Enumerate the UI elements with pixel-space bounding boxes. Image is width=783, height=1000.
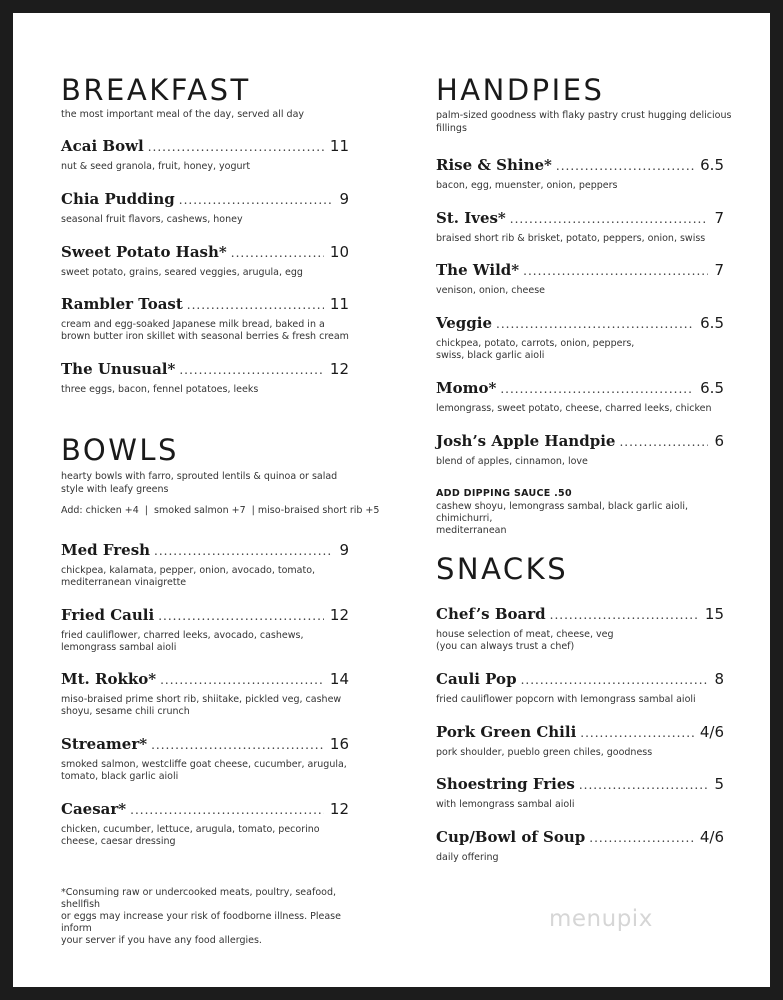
item-price: 6 xyxy=(714,432,724,450)
bowls-subtitle: hearty bowls with farro, sprouted lentils & quinoa or salad style with leafy greens xyxy=(61,471,338,495)
menupix-watermark: menupix xyxy=(549,906,653,932)
menu-page xyxy=(13,13,770,987)
item-price: 15 xyxy=(704,605,724,623)
item-name: Acai Bowl xyxy=(61,137,144,155)
item-leader xyxy=(579,775,709,795)
item-price: 14 xyxy=(329,670,349,688)
bowls-title: BOWLS xyxy=(61,433,179,467)
item-name: The Unusual* xyxy=(61,360,176,378)
item-leader xyxy=(619,432,708,452)
menu-item xyxy=(436,155,724,192)
item-description: seasonal fruit flavors, cashews, honey xyxy=(61,214,243,225)
menu-item xyxy=(436,431,724,468)
item-leader xyxy=(187,295,324,315)
item-name: Chia Pudding xyxy=(61,190,175,208)
item-price: 6.5 xyxy=(700,379,724,397)
item-leader xyxy=(179,360,324,380)
item-description: sweet potato, grains, seared veggies, arugula, egg xyxy=(61,267,303,278)
item-description: chickpea, potato, carrots, onion, peppers, swiss, black garlic aioli xyxy=(436,338,635,361)
item-leader xyxy=(510,209,709,229)
menu-item xyxy=(61,799,349,848)
item-price: 4/6 xyxy=(699,828,724,846)
item-name: Streamer* xyxy=(61,735,148,753)
item-name: Sweet Potato Hash* xyxy=(61,243,227,261)
menu-item xyxy=(436,604,724,653)
menu-item xyxy=(436,313,724,362)
menu-item xyxy=(61,189,349,226)
item-price: 7 xyxy=(714,261,724,279)
item-price: 12 xyxy=(329,606,349,624)
item-name: Josh’s Apple Handpie xyxy=(436,432,616,450)
handpies-subtitle: palm-sized goodness with flaky pastry crust hugging delicious fillings xyxy=(436,110,732,134)
item-description: blend of apples, cinnamon, love xyxy=(436,456,588,467)
item-leader xyxy=(500,379,694,399)
item-description: cream and egg-soaked Japanese milk bread, baked in a brown butter iron skillet with seasonal berries & fresh cream xyxy=(61,319,349,342)
item-name: St. Ives* xyxy=(436,209,506,227)
item-name: Cup/Bowl of Soup xyxy=(436,828,586,846)
item-description: chickpea, kalamata, pepper, onion, avocado, tomato, mediterranean vinaigrette xyxy=(61,565,316,588)
item-price: 11 xyxy=(329,295,349,313)
item-price: 10 xyxy=(329,243,349,261)
item-name: Mt. Rokko* xyxy=(61,670,157,688)
menu-item xyxy=(436,260,724,297)
item-price: 9 xyxy=(339,190,349,208)
menu-item xyxy=(436,669,724,706)
item-leader xyxy=(151,735,324,755)
item-description: miso-braised prime short rib, shiitake, pickled veg, cashew shoyu, sesame chili crunch xyxy=(61,694,342,717)
menu-item xyxy=(436,827,724,864)
menu-item xyxy=(436,774,724,811)
item-leader xyxy=(148,137,324,157)
item-description: smoked salmon, westcliffe goat cheese, cucumber, arugula, tomato, black garlic aioli xyxy=(61,759,347,782)
item-description: house selection of meat, cheese, veg (you can always trust a chef) xyxy=(436,629,614,652)
item-leader xyxy=(231,243,324,263)
item-name: The Wild* xyxy=(436,261,520,279)
item-leader xyxy=(160,670,324,690)
allergy-footnote: *Consuming raw or undercooked meats, poultry, seafood, shellfish or eggs may increase your risk of foodborne illness. Please inform your server if you have any food allergies. xyxy=(61,887,341,946)
item-description: bacon, egg, muenster, onion, peppers xyxy=(436,180,618,191)
item-price: 6.5 xyxy=(700,314,724,332)
item-leader xyxy=(589,828,694,848)
item-leader xyxy=(521,670,709,690)
item-description: braised short rib & brisket, potato, peppers, onion, swiss xyxy=(436,233,706,244)
item-price: 12 xyxy=(329,360,349,378)
handpies-title: HANDPIES xyxy=(436,73,605,107)
menu-item xyxy=(436,722,724,759)
item-name: Chef’s Board xyxy=(436,605,546,623)
menu-item xyxy=(436,378,724,415)
item-leader xyxy=(550,605,699,625)
item-name: Veggie xyxy=(436,314,493,332)
item-description: with lemongrass sambal aioli xyxy=(436,799,575,810)
menu-item xyxy=(61,669,349,718)
breakfast-subtitle: the most important meal of the day, served all day xyxy=(61,109,305,120)
menu-item xyxy=(61,605,349,654)
item-leader xyxy=(523,261,708,281)
item-price: 9 xyxy=(339,541,349,559)
item-name: Pork Green Chili xyxy=(436,723,577,741)
item-leader xyxy=(179,190,334,210)
menu-item xyxy=(61,294,349,343)
item-leader xyxy=(154,541,333,561)
item-description: daily offering xyxy=(436,852,499,863)
snacks-title: SNACKS xyxy=(436,552,569,586)
item-price: 12 xyxy=(329,800,349,818)
menu-item xyxy=(436,208,724,245)
item-leader xyxy=(158,606,324,626)
item-leader xyxy=(130,800,324,820)
item-leader xyxy=(580,723,694,743)
item-name: Rambler Toast xyxy=(61,295,183,313)
item-leader xyxy=(556,156,694,176)
item-price: 8 xyxy=(714,670,724,688)
item-name: Fried Cauli xyxy=(61,606,155,624)
item-price: 7 xyxy=(714,209,724,227)
item-description: chicken, cucumber, lettuce, arugula, tomato, pecorino cheese, caesar dressing xyxy=(61,824,320,847)
item-name: Shoestring Fries xyxy=(436,775,575,793)
item-name: Med Fresh xyxy=(61,541,151,559)
item-leader xyxy=(496,314,694,334)
item-description: fried cauliflower popcorn with lemongrass sambal aioli xyxy=(436,694,696,705)
menu-item xyxy=(61,540,349,589)
dipping-sauce-options: cashew shoyu, lemongrass sambal, black garlic aioli, chimichurri, mediterranean xyxy=(436,501,689,536)
item-price: 16 xyxy=(329,735,349,753)
item-description: pork shoulder, pueblo green chiles, goodness xyxy=(436,747,653,758)
item-name: Caesar* xyxy=(61,800,127,818)
item-name: Cauli Pop xyxy=(436,670,517,688)
dipping-sauce-title: ADD DIPPING SAUCE .50 xyxy=(436,488,572,499)
menu-item xyxy=(61,734,349,783)
item-description: nut & seed granola, fruit, honey, yogurt xyxy=(61,161,251,172)
breakfast-title: BREAKFAST xyxy=(61,73,251,107)
item-price: 6.5 xyxy=(700,156,724,174)
item-description: three eggs, bacon, fennel potatoes, leeks xyxy=(61,384,259,395)
item-price: 11 xyxy=(329,137,349,155)
item-name: Momo* xyxy=(436,379,497,397)
item-price: 5 xyxy=(714,775,724,793)
menu-item xyxy=(61,136,349,173)
bowls-addons: Add: chicken +4 | smoked salmon +7 | miso-braised short rib +5 xyxy=(61,505,380,516)
menu-item xyxy=(61,359,349,396)
item-name: Rise & Shine* xyxy=(436,156,552,174)
item-description: venison, onion, cheese xyxy=(436,285,546,296)
menu-item xyxy=(61,242,349,279)
item-description: lemongrass, sweet potato, cheese, charred leeks, chicken xyxy=(436,403,712,414)
item-price: 4/6 xyxy=(699,723,724,741)
item-description: fried cauliflower, charred leeks, avocado, cashews, lemongrass sambal aioli xyxy=(61,630,304,653)
